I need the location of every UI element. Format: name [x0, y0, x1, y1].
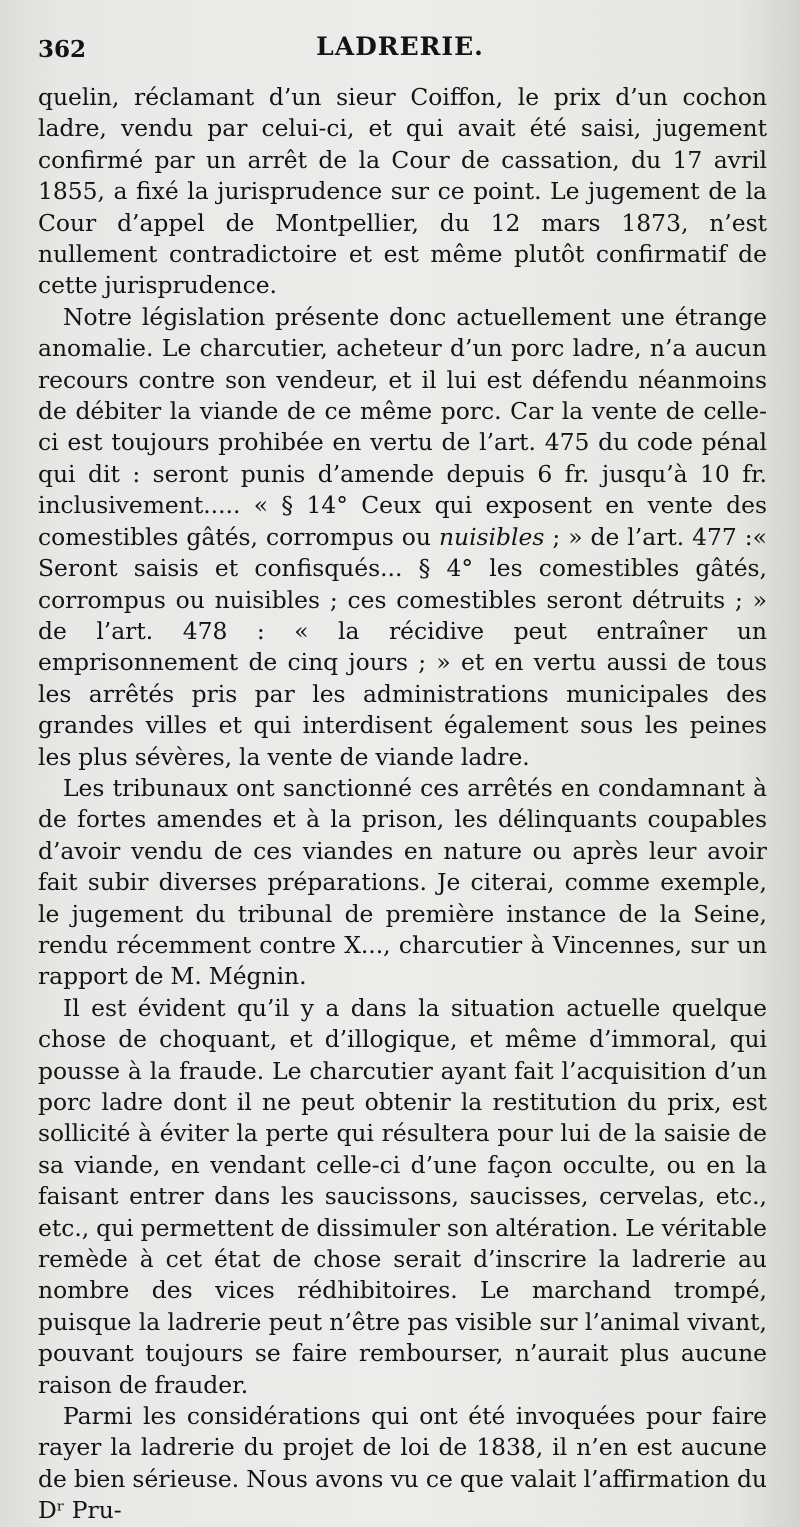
paragraph-2-italic-word: nuisibles — [438, 522, 545, 551]
running-head — [38, 30, 762, 66]
page-number: 362 — [38, 36, 87, 63]
paragraph-5: Parmi les considérations qui ont été invoquées pour faire rayer la ladrerie du projet de loi de 1838, il n’en est aucune de bien sérieuse. Nous avons vu ce que valait l’affirmation du Dʳ Pru- — [38, 1402, 767, 1525]
paragraph-1: quelin, réclamant d’un sieur Coiffon, le prix d’un cochon ladre, vendu par celui-ci, et qui avait été saisi, jugement confirmé par un arrêt de la Cour de cassation, du 17 avril 1855, a fixé la jurisprudence sur ce point. Le jugement de la Cour d’appel de Montpellier, du 12 mars 1873, n’est nullement contradictoire et est même plutôt confirmatif de cette jurisprudence. — [38, 83, 767, 300]
running-title: LADRERIE. — [316, 32, 484, 61]
paragraph-2-text-end: ; » de l’art. 477 :« Seront saisis et confisqués... § 4° les comestibles gâtés, corrompus ou nuisibles ; ces comestibles seront détruits ; » de l’art. 478 : « la récidive peut entraîner un emprisonnement de cinq jours ; » et en vertu aussi de tous les arrêtés pris par les administrations municipales des grandes villes et qui interdisent également sous les peines les plus sévères, la vente de viande ladre. — [38, 522, 767, 771]
paragraph-2-text-start: Notre législation présente donc actuellement une étrange anomalie. Le charcutier, acheteur d’un porc ladre, n’a aucun recours contre son vendeur, et il lui est défendu néanmoins de débiter la viande de ce même porc. Car la vente de celle-ci est toujours prohibée en vertu de l’art. 475 du code pénal qui dit : seront punis d’amende depuis 6 fr. jusqu’à 10 fr. inclusivement..... « § 14° Ceux qui exposent en vente des comestibles gâtés, corrompus ou — [38, 302, 767, 551]
paragraph-2 — [38, 302, 767, 773]
paragraph-3: Les tribunaux ont sanctionné ces arrêtés en condamnant à de fortes amendes et à la prison, les délinquants coupables d’avoir vendu de ces viandes en nature ou après leur avoir fait subir diverses préparations. Je citerai, comme exemple, le jugement du tribunal de première instance de la Seine, rendu récemment contre X..., charcutier à Vincennes, sur un rapport de M. Mégnin. — [38, 773, 767, 991]
paragraph-4: Il est évident qu’il y a dans la situation actuelle quelque chose de choquant, et d’illogique, et même d’immoral, qui pousse à la fraude. Le charcutier ayant fait l’acquisition d’un porc ladre dont il ne peut obtenir la restitution du prix, est sollicité à éviter la perte qui résultera pour lui de la saisie de sa viande, en vendant celle-ci d’une façon occulte, ou en la faisant entrer dans les saucissons, saucisses, cervelas, etc., etc., qui permettent de dissimuler son altération. Le véritable remède à cet état de chose serait d’inscrire la ladrerie au nombre des vices rédhibitoires. Le marchand trompé, puisque la ladrerie peut n’être pas visible sur l’animal vivant, pouvant toujours se faire rembourser, n’aurait plus aucune raison de frauder. — [38, 993, 767, 1399]
body-text — [38, 82, 767, 1527]
